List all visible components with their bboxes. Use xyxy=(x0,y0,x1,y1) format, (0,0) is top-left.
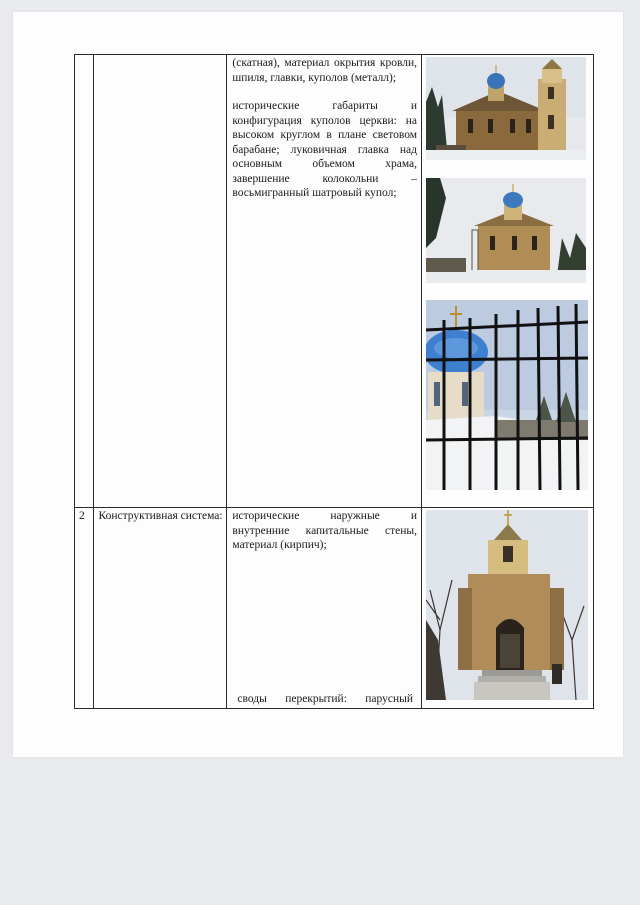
blue-dome-through-fence-photo xyxy=(426,300,588,490)
feature-name xyxy=(93,55,227,508)
description-paragraph: (скатная), материал окрытия кровли, шпиля, главки, куполов (металл); xyxy=(232,57,418,84)
monument-features-table xyxy=(74,54,594,709)
photo-cell xyxy=(422,508,594,709)
feature-description xyxy=(227,508,422,709)
description-paragraph: исторические наружные и внутренние капитальные стены, материал (кирпич); xyxy=(232,510,418,551)
table-row xyxy=(75,508,594,709)
feature-name: Конструктивная система: xyxy=(93,508,227,709)
church-exterior-photo-1 xyxy=(426,57,586,160)
photo-cell xyxy=(422,55,594,508)
row-number xyxy=(75,55,94,508)
table-row xyxy=(75,55,594,508)
description-continuation: своды перекрытий: парусный xyxy=(237,692,414,705)
bell-tower-entrance-photo xyxy=(426,510,588,700)
description-paragraph: исторические габариты и конфигурация куполов церкви: на высоком круглом в плане световом барабане; луковичная главка над основным объемом храма, завершение колокольни – восьмигранный шатровый купол; xyxy=(232,100,418,199)
church-exterior-photo-2 xyxy=(426,178,586,283)
feature-description xyxy=(227,55,422,508)
row-number: 2 xyxy=(75,508,94,709)
